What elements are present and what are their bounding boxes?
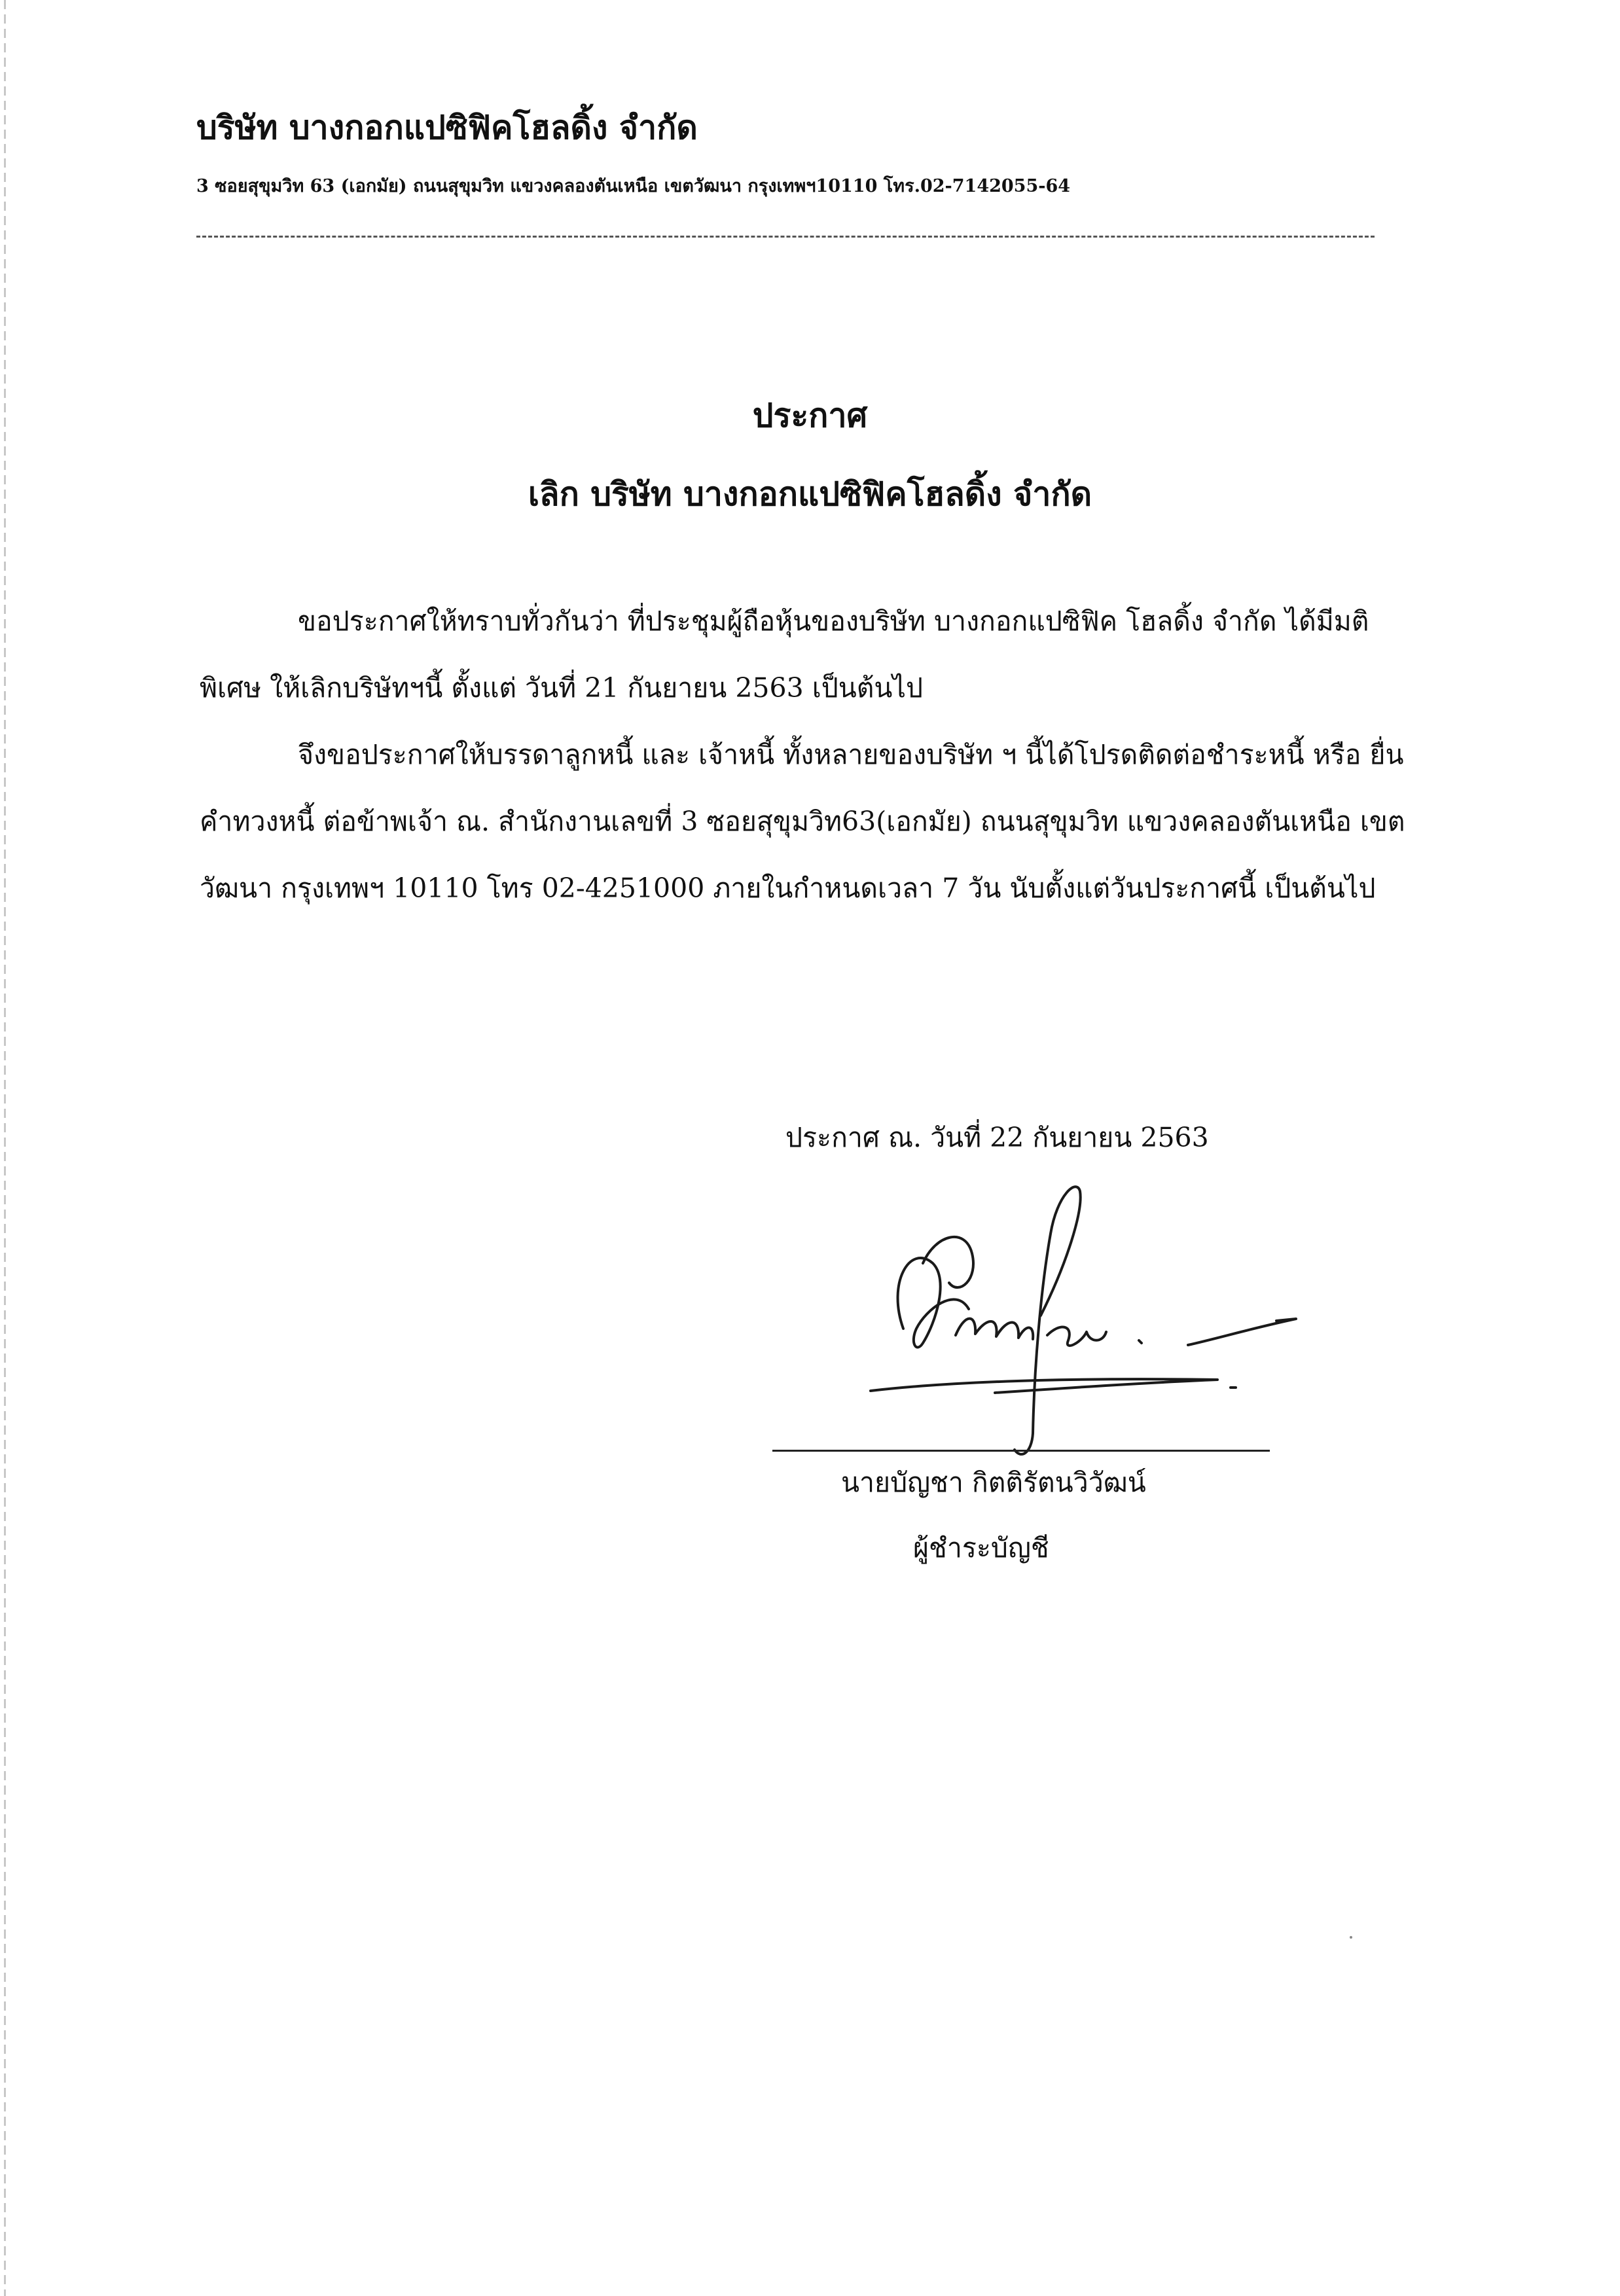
scan-speck (1350, 1936, 1352, 1939)
letterhead-divider (196, 236, 1375, 238)
body-paragraph-2: จึงขอประกาศให้บรรดาลูกหนี้ และ เจ้าหนี้ ทั้งหลายของบริษัท ฯ นี้ได้โปรดติดต่อชำระหนี้ หรือ ยื่นคำทวงหนี้ ต่อข้าพเจ้า ณ. สำนักงานเลขที่ 3 ซอยสุขุมวิท63(เอกมัย) ถนนสุขุมวิท แขวงคลองตันเหนือ เขตวัฒนา กรุงเทพฯ 10110 โทร 02-4251000 ภายในกำหนดเวลา 7 วัน นับตั้งแต่วันประกาศนี้ เป็นต้นไป (200, 739, 1405, 904)
company-name: บริษัท บางกอกแปซิฟิคโฮลดิ้ง จำกัด (196, 108, 698, 147)
announcement-subject: เลิก บริษัท บางกอกแปซิฟิคโฮลดิ้ง จำกัด (528, 475, 1092, 513)
signer-role: ผู้ชำระบัญชี (913, 1532, 1049, 1564)
company-address: 3 ซอยสุขุมวิท 63 (เอกมัย) ถนนสุขุมวิท แขวงคลองตันเหนือ เขตวัฒนา กรุงเทพฯ10110 โทร.02-7142055-64 (196, 176, 1071, 196)
body-paragraph-1: ขอประกาศให้ทราบทั่วกันว่า ที่ประชุมผู้ถือหุ้นของบริษัท บางกอกแปซิฟิค โฮลดิ้ง จำกัด ได้มีมติพิเศษ ให้เลิกบริษัทฯนี้ ตั้งแต่ วันที่ 21 กันยายน 2563 เป็นต้นไป (200, 605, 1369, 704)
announcement-title: ประกาศ (752, 396, 868, 435)
announcement-date: ประกาศ ณ. วันที่ 22 กันยายน 2563 (785, 1122, 1209, 1153)
handwritten-signature (825, 1172, 1322, 1473)
scan-edge-artifact (4, 0, 6, 2296)
signer-name: นายบัญชา กิตติรัตนวิวัฒน์ (841, 1467, 1146, 1498)
letterhead (196, 101, 1440, 206)
signature-line (772, 1450, 1270, 1452)
